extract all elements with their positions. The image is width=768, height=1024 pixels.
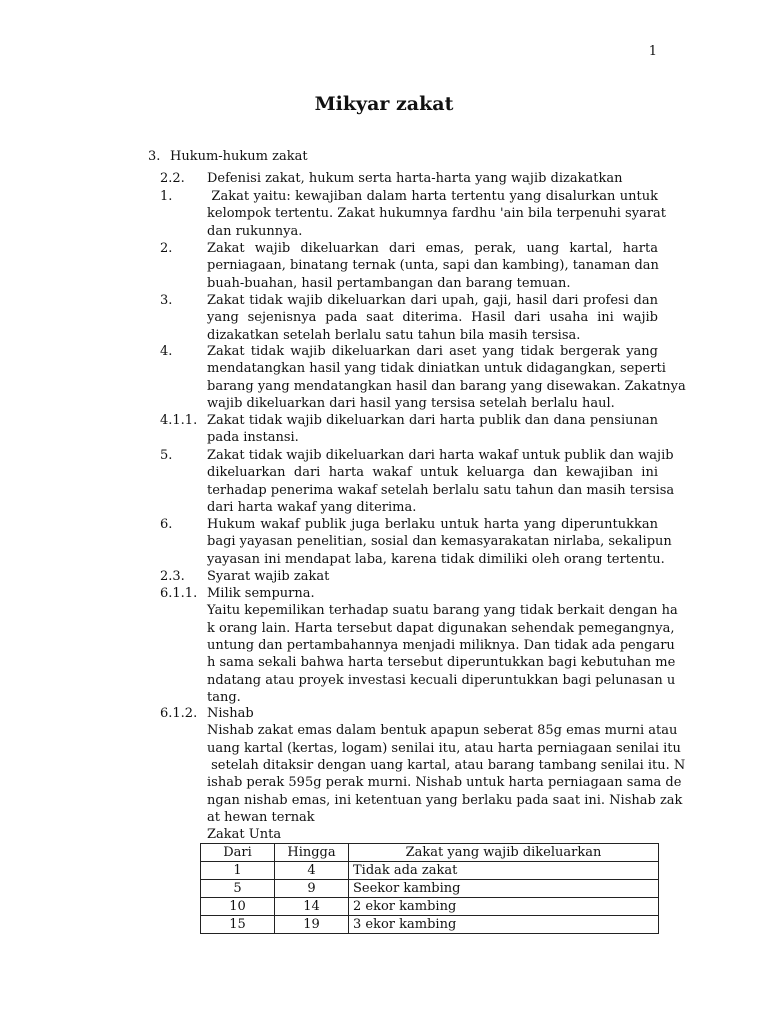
item-text: kelompok tertentu. Zakat hukumnya fardhu 'ain bila terpenuhi syarat: [207, 206, 667, 222]
item-text: Milik sempurna.: [207, 586, 315, 601]
item-text: untung dan pertambahannya menjadi miliknya. Dan tidak ada pengaru: [207, 638, 675, 654]
item-text: dan rukunnya.: [207, 223, 303, 239]
item-number: 3.: [160, 293, 173, 308]
item-text: pada instansi.: [207, 430, 299, 446]
item-text: buah-buahan, hasil pertambangan dan barang temuan.: [207, 275, 571, 291]
item-text: at hewan ternak: [207, 810, 315, 826]
item-text: dikeluarkan dari harta wakaf untuk keluarga dan kewajiban ini: [207, 465, 658, 481]
item-text: setelah ditaksir dengan uang kartal, atau barang tambang senilai itu. N: [207, 758, 686, 774]
cell-hingga: 14: [275, 898, 349, 916]
table-row: [201, 862, 659, 880]
cell-dari: 1: [201, 862, 275, 880]
cell-hingga: 19: [275, 916, 349, 934]
section-title: Hukum-hukum zakat: [170, 149, 308, 164]
item-text: Zakat tidak wajib dikeluarkan dari harta wakaf untuk publik dan wajib: [207, 448, 674, 463]
zakat-unta-table: [200, 843, 659, 934]
item-text: Zakat wajib dikeluarkan dari emas, perak, uang kartal, harta: [207, 241, 658, 256]
page-number: 1: [648, 44, 657, 59]
item-text: Yaitu kepemilikan terhadap suatu barang yang tidak berkait dengan ha: [207, 603, 678, 619]
section-number: 3.: [148, 149, 161, 164]
item-text: yang sejenisnya pada saat diterima. Hasil dari usaha ini wajib: [207, 310, 658, 326]
item-number: 2.3.: [160, 569, 185, 584]
cell-hingga: 9: [275, 880, 349, 898]
item-number: 4.: [160, 344, 173, 359]
item-number: 6.: [160, 517, 173, 532]
item-text: mendatangkan hasil yang tidak diniatkan untuk didagangkan, seperti: [207, 361, 666, 377]
document-title: Mikyar zakat: [314, 93, 454, 115]
table-row: [201, 916, 659, 934]
item-text: bagi yayasan penelitian, sosial dan kemasyarakatan nirlaba, sekalipun: [207, 534, 672, 550]
item-number: 4.1.1.: [160, 413, 198, 428]
item-text: ishab perak 595g perak murni. Nishab untuk harta perniagaan sama de: [207, 775, 682, 791]
item-text: uang kartal (kertas, logam) senilai itu, atau harta perniagaan senilai itu: [207, 740, 681, 756]
item-text: dizakatkan setelah berlalu satu tahun bila masih tersisa.: [207, 327, 581, 343]
item-text: tang.: [207, 690, 241, 706]
item-number: 2.: [160, 241, 173, 256]
cell-zakat: Tidak ada zakat: [349, 862, 659, 880]
item-text: perniagaan, binatang ternak (unta, sapi dan kambing), tanaman dan: [207, 258, 659, 274]
item-number: 6.1.1.: [160, 586, 198, 601]
item-text: wajib dikeluarkan dari hasil yang tersisa setelah berlalu haul.: [207, 396, 615, 412]
item-text: barang yang mendatangkan hasil dan barang yang disewakan. Zakatnya: [207, 378, 686, 394]
item-number: 1.: [160, 189, 173, 204]
item-text: Nishab zakat emas dalam bentuk apapun seberat 85g emas murni atau: [207, 723, 678, 739]
item-text: k orang lain. Harta tersebut dapat digunakan sehendak pemegangnya,: [207, 620, 675, 636]
item-text: ndatang atau proyek investasi kecuali diperuntukkan bagi pelunasan u: [207, 672, 676, 688]
table-header-row: [201, 844, 659, 862]
item-text: Zakat yaitu: kewajiban dalam harta tertentu yang disalurkan untuk: [207, 189, 658, 204]
item-text: Hukum wakaf publik juga berlaku untuk harta yang diperuntukkan: [207, 517, 658, 532]
item-text: ngan nishab emas, ini ketentuan yang berlaku pada saat ini. Nishab zak: [207, 792, 683, 808]
column-header-hingga: Hingga: [275, 844, 349, 862]
cell-zakat: Seekor kambing: [349, 880, 659, 898]
column-header-dari: Dari: [201, 844, 275, 862]
item-text: Syarat wajib zakat: [207, 569, 330, 584]
item-text: terhadap penerima wakaf setelah berlalu satu tahun dan masih tersisa: [207, 482, 675, 498]
item-text: h sama sekali bahwa harta tersebut diperuntukkan bagi kebutuhan me: [207, 655, 676, 671]
item-text: dari harta wakaf yang diterima.: [207, 500, 417, 516]
item-text: Nishab: [207, 706, 254, 721]
table-row: [201, 880, 659, 898]
cell-zakat: 3 ekor kambing: [349, 916, 659, 934]
item-number: 2.2.: [160, 171, 185, 186]
item-number: 5.: [160, 448, 173, 463]
cell-hingga: 4: [275, 862, 349, 880]
item-text: Zakat Unta: [207, 827, 282, 843]
item-text: Zakat tidak wajib dikeluarkan dari aset yang tidak bergerak yang: [207, 344, 658, 359]
item-text: Zakat tidak wajib dikeluarkan dari upah, gaji, hasil dari profesi dan: [207, 293, 658, 308]
cell-zakat: 2 ekor kambing: [349, 898, 659, 916]
cell-dari: 5: [201, 880, 275, 898]
table-row: [201, 898, 659, 916]
cell-dari: 10: [201, 898, 275, 916]
cell-dari: 15: [201, 916, 275, 934]
item-number: 6.1.2.: [160, 706, 198, 721]
item-text: Defenisi zakat, hukum serta harta-harta yang wajib dizakatkan: [207, 171, 623, 186]
column-header-zakat: Zakat yang wajib dikeluarkan: [349, 844, 659, 862]
item-text: Zakat tidak wajib dikeluarkan dari harta publik dan dana pensiunan: [207, 413, 658, 428]
item-text: yayasan ini mendapat laba, karena tidak dimiliki oleh orang tertentu.: [207, 551, 665, 567]
